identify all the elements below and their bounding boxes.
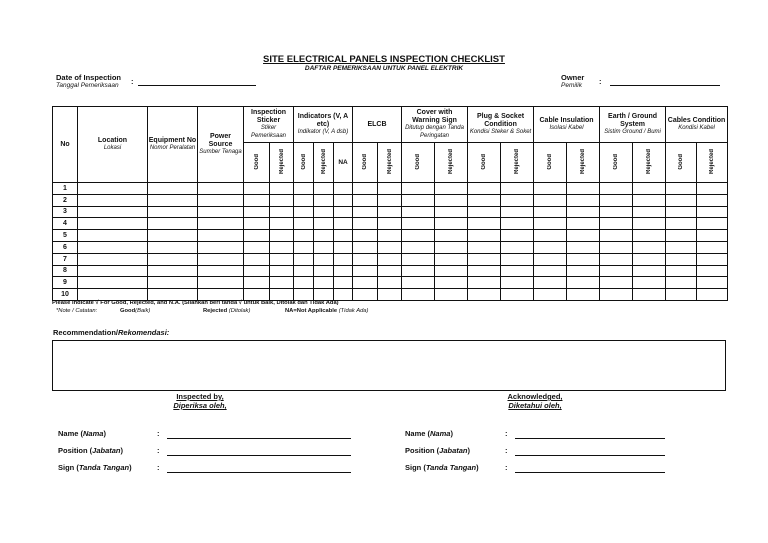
table-cell[interactable] (270, 241, 294, 253)
table-cell[interactable] (435, 265, 468, 277)
table-cell[interactable] (600, 218, 633, 230)
table-cell[interactable] (314, 265, 334, 277)
col-no-header: No (53, 107, 78, 183)
table-cell[interactable] (244, 241, 270, 253)
table-cell[interactable] (270, 289, 294, 301)
table-cell[interactable] (567, 253, 600, 265)
table-cell[interactable] (334, 265, 353, 277)
table-cell[interactable] (314, 206, 334, 218)
table-cell[interactable] (600, 206, 633, 218)
subheader-good: Good (353, 143, 378, 183)
table-cell[interactable] (314, 253, 334, 265)
subheader-rejected: Rejected (501, 143, 534, 183)
table-cell[interactable] (600, 253, 633, 265)
table-cell[interactable] (78, 230, 148, 242)
table-cell[interactable] (244, 230, 270, 242)
table-cell[interactable] (78, 253, 148, 265)
table-cell[interactable] (244, 253, 270, 265)
subheader-rejected: Rejected (378, 143, 402, 183)
table-cell[interactable] (435, 218, 468, 230)
table-cell[interactable] (198, 218, 244, 230)
subheader-good: Good (244, 143, 270, 183)
table-row (53, 277, 728, 289)
table-cell[interactable] (534, 230, 567, 242)
owner-colon: : (599, 77, 602, 86)
table-row (53, 265, 728, 277)
table-cell[interactable] (468, 265, 501, 277)
row-number: 10 (53, 289, 78, 301)
table-row (53, 218, 728, 230)
colon: : (157, 463, 160, 472)
table-cell[interactable] (353, 206, 378, 218)
table-cell[interactable] (198, 194, 244, 206)
table-cell[interactable] (468, 206, 501, 218)
table-cell[interactable] (666, 241, 697, 253)
table-cell[interactable] (198, 253, 244, 265)
table-cell[interactable] (198, 241, 244, 253)
table-cell[interactable] (270, 206, 294, 218)
table-cell[interactable] (198, 230, 244, 242)
table-cell[interactable] (78, 218, 148, 230)
table-cell[interactable] (378, 230, 402, 242)
subheader-good: Good (666, 143, 697, 183)
table-cell[interactable] (435, 289, 468, 301)
table-cell[interactable] (697, 183, 728, 195)
table-cell[interactable] (468, 218, 501, 230)
table-cell[interactable] (198, 277, 244, 289)
row-number: 2 (53, 194, 78, 206)
table-cell[interactable] (353, 230, 378, 242)
inspector-position-field[interactable] (167, 455, 351, 456)
table-cell[interactable] (567, 241, 600, 253)
table-cell[interactable] (402, 277, 435, 289)
table-cell[interactable] (402, 194, 435, 206)
table-cell[interactable] (378, 277, 402, 289)
table-cell[interactable] (501, 194, 534, 206)
table-cell[interactable] (270, 194, 294, 206)
table-cell[interactable] (244, 289, 270, 301)
table-cell[interactable] (378, 241, 402, 253)
table-cell[interactable] (78, 206, 148, 218)
table-cell[interactable] (501, 230, 534, 242)
table-cell[interactable] (402, 183, 435, 195)
subheader-good: Good (600, 143, 633, 183)
note-rejected: Rejected (Ditolak) (203, 308, 251, 314)
colon: : (157, 429, 160, 438)
acknowledger-name-label: Name (Nama) (405, 429, 453, 438)
col-location-header: Location Lokasi (78, 107, 148, 183)
table-cell[interactable] (198, 206, 244, 218)
table-row (53, 230, 728, 242)
table-row (53, 241, 728, 253)
table-cell[interactable] (378, 194, 402, 206)
table-cell[interactable] (567, 194, 600, 206)
table-cell[interactable] (294, 183, 314, 195)
inspector-sign-label: Sign (Tanda Tangan) (58, 463, 132, 472)
table-cell[interactable] (468, 183, 501, 195)
subheader-na: NA (334, 143, 353, 183)
table-cell[interactable] (314, 277, 334, 289)
table-cell[interactable] (402, 241, 435, 253)
table-cell[interactable] (334, 277, 353, 289)
table-cell[interactable] (78, 277, 148, 289)
table-cell[interactable] (334, 241, 353, 253)
table-cell[interactable] (501, 265, 534, 277)
row-number: 8 (53, 265, 78, 277)
row-number: 6 (53, 241, 78, 253)
colon: : (505, 429, 508, 438)
table-cell[interactable] (294, 230, 314, 242)
table-cell[interactable] (666, 265, 697, 277)
table-cell[interactable] (567, 277, 600, 289)
table-cell[interactable] (334, 206, 353, 218)
group-elcb: ELCB (353, 107, 402, 143)
table-cell[interactable] (666, 194, 697, 206)
acknowledger-sign-label: Sign (Tanda Tangan) (405, 463, 479, 472)
table-cell[interactable] (353, 183, 378, 195)
table-cell[interactable] (435, 277, 468, 289)
table-cell[interactable] (600, 289, 633, 301)
table-cell[interactable] (697, 206, 728, 218)
subheader-rejected: Rejected (567, 143, 600, 183)
table-cell[interactable] (600, 230, 633, 242)
group-cables-condition: Cables Condition Kondisi Kabel (666, 107, 728, 143)
inspector-name-label: Name (Nama) (58, 429, 106, 438)
table-cell[interactable] (270, 265, 294, 277)
table-cell[interactable] (78, 194, 148, 206)
table-cell[interactable] (244, 277, 270, 289)
table-cell[interactable] (501, 277, 534, 289)
table-cell[interactable] (294, 277, 314, 289)
table-cell[interactable] (78, 265, 148, 277)
table-cell[interactable] (633, 241, 666, 253)
table-cell[interactable] (148, 289, 198, 301)
table-cell[interactable] (501, 218, 534, 230)
table-cell[interactable] (148, 183, 198, 195)
table-cell[interactable] (314, 230, 334, 242)
table-cell[interactable] (435, 241, 468, 253)
table-cell[interactable] (270, 218, 294, 230)
table-cell[interactable] (402, 206, 435, 218)
table-cell[interactable] (435, 253, 468, 265)
table-row (53, 289, 728, 301)
table-cell[interactable] (600, 277, 633, 289)
table-cell[interactable] (378, 183, 402, 195)
table-cell[interactable] (697, 218, 728, 230)
table-cell[interactable] (294, 218, 314, 230)
group-indicators: Indicators (V, A etc) Indikator (V, A dsb) (294, 107, 353, 143)
subheader-good: Good (468, 143, 501, 183)
group-cable-insulation: Cable Insulation Isolasi Kabel (534, 107, 600, 143)
table-cell[interactable] (314, 241, 334, 253)
table-cell[interactable] (148, 230, 198, 242)
row-number: 9 (53, 277, 78, 289)
table-cell[interactable] (600, 265, 633, 277)
table-cell[interactable] (353, 277, 378, 289)
subheader-good: Good (534, 143, 567, 183)
table-cell[interactable] (244, 206, 270, 218)
inspected-by-label: Inspected by, (176, 392, 224, 401)
table-cell[interactable] (353, 194, 378, 206)
acknowledger-sign-field[interactable] (515, 472, 665, 473)
table-cell[interactable] (353, 265, 378, 277)
table-cell[interactable] (567, 265, 600, 277)
note-good: Good(Baik) (120, 308, 151, 314)
inspected-by-label-ms: Diperiksa oleh, (173, 401, 227, 410)
table-cell[interactable] (402, 218, 435, 230)
table-cell[interactable] (666, 230, 697, 242)
date-label: Date of Inspection (56, 73, 122, 82)
table-cell[interactable] (534, 277, 567, 289)
inspector-name-field[interactable] (167, 438, 351, 439)
table-cell[interactable] (697, 230, 728, 242)
table-cell[interactable] (666, 289, 697, 301)
table-cell[interactable] (402, 230, 435, 242)
table-cell[interactable] (567, 230, 600, 242)
row-number: 3 (53, 206, 78, 218)
table-cell[interactable] (633, 277, 666, 289)
table-row (53, 183, 728, 195)
colon: : (505, 463, 508, 472)
table-cell[interactable] (567, 289, 600, 301)
table-cell[interactable] (633, 230, 666, 242)
row-number: 7 (53, 253, 78, 265)
table-row (53, 253, 728, 265)
table-cell[interactable] (633, 206, 666, 218)
table-cell[interactable] (697, 265, 728, 277)
date-field[interactable] (138, 85, 256, 86)
table-cell[interactable] (697, 277, 728, 289)
table-cell[interactable] (468, 241, 501, 253)
table-cell[interactable] (435, 194, 468, 206)
table-cell[interactable] (501, 289, 534, 301)
table-cell[interactable] (353, 218, 378, 230)
table-cell[interactable] (334, 218, 353, 230)
table-row (53, 194, 728, 206)
table-cell[interactable] (334, 194, 353, 206)
table-cell[interactable] (148, 218, 198, 230)
table-cell[interactable] (78, 241, 148, 253)
table-cell[interactable] (334, 289, 353, 301)
row-number: 1 (53, 183, 78, 195)
row-number: 5 (53, 230, 78, 242)
row-number: 4 (53, 218, 78, 230)
table-cell[interactable] (697, 194, 728, 206)
col-power-header: Power Source Sumber Tenaga (198, 107, 244, 183)
table-cell[interactable] (148, 253, 198, 265)
note-na: NA=Not Applicable (Tidak Ada) (285, 308, 369, 314)
table-cell[interactable] (244, 183, 270, 195)
acknowledger-position-label: Position (Jabatan) (405, 446, 471, 455)
table-cell[interactable] (378, 265, 402, 277)
table-cell[interactable] (468, 253, 501, 265)
acknowledger-position-field[interactable] (515, 455, 665, 456)
table-cell[interactable] (378, 289, 402, 301)
table-cell[interactable] (633, 253, 666, 265)
table-cell[interactable] (294, 289, 314, 301)
table-cell[interactable] (378, 218, 402, 230)
table-cell[interactable] (501, 241, 534, 253)
subheader-good: Good (294, 143, 314, 183)
table-cell[interactable] (402, 253, 435, 265)
table-cell[interactable] (600, 241, 633, 253)
table-cell[interactable] (353, 241, 378, 253)
table-cell[interactable] (270, 230, 294, 242)
subheader-rejected: Rejected (633, 143, 666, 183)
checklist-table (52, 106, 728, 301)
table-cell[interactable] (666, 183, 697, 195)
table-cell[interactable] (294, 194, 314, 206)
table-cell[interactable] (666, 218, 697, 230)
table-cell[interactable] (244, 218, 270, 230)
table-cell[interactable] (468, 194, 501, 206)
table-cell[interactable] (633, 218, 666, 230)
table-cell[interactable] (294, 265, 314, 277)
legend-instruction: Please Indicate √ For Good, Rejected, and N.A. (Silahkan beri tanda √ untuk Baik, Ditolak dan Tidak Ada) (52, 300, 339, 306)
table-cell[interactable] (314, 218, 334, 230)
table-cell[interactable] (314, 194, 334, 206)
table-cell[interactable] (435, 230, 468, 242)
acknowledged-label: Acknowledged, (507, 392, 563, 401)
table-cell[interactable] (697, 241, 728, 253)
colon: : (505, 446, 508, 455)
table-cell[interactable] (666, 206, 697, 218)
table-cell[interactable] (534, 241, 567, 253)
date-label-ms: Tanggal Pemeriksaan (56, 82, 119, 89)
table-cell[interactable] (435, 206, 468, 218)
recommendation-box[interactable] (52, 340, 726, 391)
group-cover-warning: Cover with Warning Sign Ditutup dengan Tanda Peringatan (402, 107, 468, 143)
table-cell[interactable] (334, 183, 353, 195)
table-cell[interactable] (468, 289, 501, 301)
table-cell[interactable] (314, 183, 334, 195)
inspector-sign-field[interactable] (167, 472, 351, 473)
table-cell[interactable] (270, 253, 294, 265)
table-cell[interactable] (314, 289, 334, 301)
table-cell[interactable] (244, 265, 270, 277)
table-cell[interactable] (334, 253, 353, 265)
table-cell[interactable] (78, 183, 148, 195)
owner-field[interactable] (610, 85, 720, 86)
table-cell[interactable] (567, 218, 600, 230)
subheader-rejected: Rejected (314, 143, 334, 183)
table-cell[interactable] (294, 241, 314, 253)
page-subtitle: DAFTAR PEMERIKSAAN UNTUK PANEL ELEKTRIK (304, 65, 464, 72)
table-cell[interactable] (534, 265, 567, 277)
subheader-good: Good (402, 143, 435, 183)
table-cell[interactable] (666, 253, 697, 265)
table-cell[interactable] (501, 206, 534, 218)
subheader-rejected: Rejected (435, 143, 468, 183)
table-cell[interactable] (435, 183, 468, 195)
table-cell[interactable] (633, 194, 666, 206)
table-cell[interactable] (378, 206, 402, 218)
table-cell[interactable] (402, 289, 435, 301)
table-cell[interactable] (633, 265, 666, 277)
group-plug-socket: Plug & Socket Condition Kondisi Steker & Soket (468, 107, 534, 143)
colon: : (157, 446, 160, 455)
table-cell[interactable] (148, 277, 198, 289)
table-cell[interactable] (148, 265, 198, 277)
group-earth-ground: Earth / Ground System Sistim Ground / Bumi (600, 107, 666, 143)
table-cell[interactable] (294, 253, 314, 265)
table-row (53, 206, 728, 218)
col-equipment-header: Equipment No Nomor Peralatan (148, 107, 198, 183)
table-cell[interactable] (353, 289, 378, 301)
table-cell[interactable] (378, 253, 402, 265)
table-cell[interactable] (534, 253, 567, 265)
table-cell[interactable] (567, 206, 600, 218)
table-cell[interactable] (198, 289, 244, 301)
inspector-position-label: Position (Jabatan) (58, 446, 124, 455)
table-cell[interactable] (600, 183, 633, 195)
table-cell[interactable] (534, 289, 567, 301)
table-cell[interactable] (270, 183, 294, 195)
table-cell[interactable] (633, 289, 666, 301)
table-cell[interactable] (468, 230, 501, 242)
owner-label: Owner (561, 73, 585, 82)
table-cell[interactable] (78, 289, 148, 301)
owner-label-ms: Pemilik (561, 82, 582, 89)
table-cell[interactable] (633, 183, 666, 195)
table-cell[interactable] (534, 194, 567, 206)
table-cell[interactable] (534, 218, 567, 230)
page-title: SITE ELECTRICAL PANELS INSPECTION CHECKLIST (263, 54, 505, 65)
table-cell[interactable] (534, 183, 567, 195)
table-cell[interactable] (567, 183, 600, 195)
recommendation-label: Recommendation/Rekomendasi: (53, 328, 170, 337)
table-cell[interactable] (270, 277, 294, 289)
group-inspection-sticker: Inspection Sticker Stiker Pemeriksaan (244, 107, 294, 143)
table-cell[interactable] (402, 265, 435, 277)
date-colon: : (131, 77, 134, 86)
table-cell[interactable] (198, 183, 244, 195)
table-cell[interactable] (198, 265, 244, 277)
table-cell[interactable] (148, 206, 198, 218)
table-cell[interactable] (294, 206, 314, 218)
acknowledger-name-field[interactable] (515, 438, 665, 439)
table-cell[interactable] (244, 194, 270, 206)
table-cell[interactable] (600, 194, 633, 206)
table-cell[interactable] (501, 183, 534, 195)
table-cell[interactable] (148, 194, 198, 206)
note-label: *Note / Catatan: (56, 308, 98, 314)
table-cell[interactable] (697, 253, 728, 265)
acknowledged-label-ms: Diketahui oleh, (508, 401, 562, 410)
table-cell[interactable] (468, 277, 501, 289)
table-cell[interactable] (353, 253, 378, 265)
table-cell[interactable] (666, 277, 697, 289)
table-cell[interactable] (501, 253, 534, 265)
table-cell[interactable] (697, 289, 728, 301)
subheader-rejected: Rejected (270, 143, 294, 183)
table-cell[interactable] (534, 206, 567, 218)
subheader-rejected: Rejected (697, 143, 728, 183)
table-cell[interactable] (148, 241, 198, 253)
table-cell[interactable] (334, 230, 353, 242)
